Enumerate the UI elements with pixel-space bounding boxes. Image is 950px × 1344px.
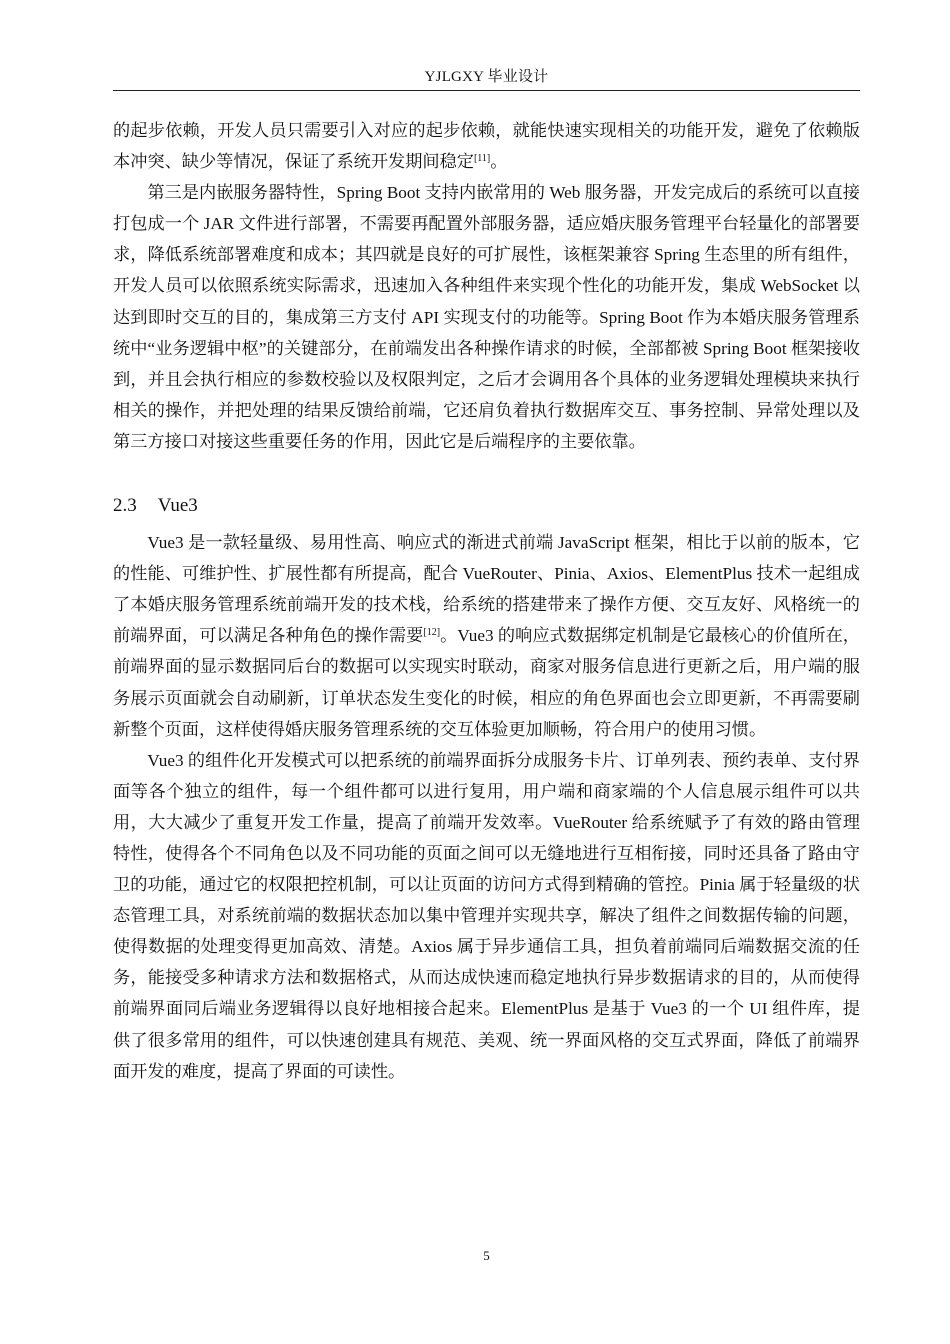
section-heading: [113, 491, 860, 521]
paragraph-vue3-intro: [113, 527, 860, 745]
paragraph-text: 的起步依赖，开发人员只需要引入对应的起步依赖，就能快速实现相关的功能开发，避免了依赖版本冲突、缺少等情况，保证了系统开发期间稳定: [113, 121, 860, 172]
paragraph-spring-boot-features: 第三是内嵌服务器特性，Spring Boot 支持内嵌常用的 Web 服务器，开发完成后的系统可以直接打包成一个 JAR 文件进行部署，不需要再配置外部服务器，适应婚庆服务管理平台轻量化的部署要求，降低系统部署难度和成本；其四就是良好的可扩展性，该框架兼容 Spring 生态里的所有组件，开发人员可以依照系统实际需求，迅速加入各种组件来实现个性化的功能开发，集成 WebSocket 以达到即时交互的目的，集成第三方支付 API 实现支付的功能等。Spring Boot 作为本婚庆服务管理系统中“业务逻辑中枢”的关键部分，在前端发出各种操作请求的时候，全部都被 Spring Boot 框架接收到，并且会执行相应的参数校验以及权限判定，之后才会调用各个具体的业务逻辑处理模块来执行相关的操作，并把处理的结果反馈给前端，它还肩负着执行数据库交互、事务控制、异常处理以及第三方接口对接这些重要任务的作用，因此它是后端程序的主要依靠。: [113, 183, 860, 451]
page-body: [113, 115, 860, 1087]
paragraph-tail: 。: [490, 152, 508, 172]
section-number: 2.3: [113, 495, 137, 517]
page-number: 5: [483, 1248, 490, 1263]
paragraph-text: Vue3 是一款轻量级、易用性高、响应式的渐进式前端 JavaScript 框架，相比于以前的版本，它的性能、可维护性、扩展性都有所提高，配合 VueRouter、Pinia、Axios、ElementPlus 技术一起组成了本婚庆服务管理系统前端开发的技术栈，给系统的搭建带来了操作方便、交互友好、风格统一的前端界面，可以满足各种角色的操作需要: [113, 533, 860, 646]
header-rule: [113, 90, 860, 91]
citation-ref: [11]: [473, 153, 491, 165]
paragraph-vue3-components: Vue3 的组件化开发模式可以把系统的前端界面拆分成服务卡片、订单列表、预约表单、支付界面等各个独立的组件，每一个组件都可以进行复用，用户端和商家端的个人信息展示组件可以共用，大大减少了重复开发工作量，提高了前端开发效率。VueRouter 给系统赋予了有效的路由管理特性，使得各个不同角色以及不同功能的页面之间可以无缝地进行互相衔接，同时还具备了路由守卫的功能，通过它的权限把控机制，可以让页面的访问方式得到精确的管控。Pinia 属于轻量级的状态管理工具，对系统前端的数据状态加以集中管理并实现共享，解决了组件之间数据传输的问题，使得数据的处理变得更加高效、清楚。Axios 属于异步通信工具，担负着前端同后端数据交流的任务，能接受多种请求方法和数据格式，从而达成快速而稳定地执行异步数据请求的目的，从而使得前端界面同后端业务逻辑得以良好地相接合起来。ElementPlus 是基于 Vue3 的一个 UI 组件库，提供了很多常用的组件，可以快速创建具有规范、美观、统一界面风格的交互式界面，降低了前端界面开发的难度，提高了界面的可读性。: [113, 750, 860, 1081]
paragraph-continued: [113, 115, 860, 177]
running-header: YJLGXY 毕业设计: [424, 69, 549, 85]
citation-ref: [12]: [423, 627, 441, 639]
section-title: Vue3: [157, 495, 198, 517]
paragraph-tail: 。Vue3 的响应式数据绑定机制是它最核心的价值所在，前端界面的显示数据同后台的数据可以实现实时联动，商家对服务信息进行更新之后，用户端的服务展示页面就会自动刷新，订单状态发生变化的时候，相应的角色界面也会立即更新，不再需要刷新整个页面，这样使得婚庆服务管理系统的交互体验更加顺畅，符合用户的使用习惯。: [113, 626, 860, 739]
